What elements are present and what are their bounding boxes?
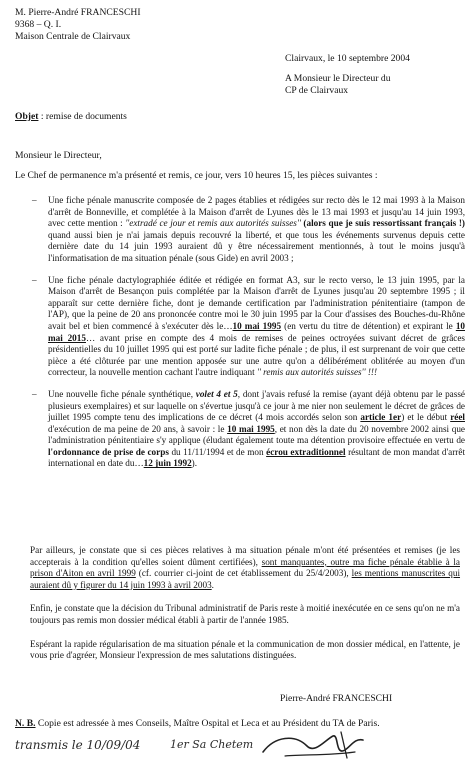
- sender-name: M. Pierre-André FRANCESCHI: [15, 7, 141, 18]
- handwritten-note: 1er Sa Chetem: [170, 738, 254, 751]
- subject-label: Objet: [15, 111, 39, 122]
- intro-paragraph: Le Chef de permanence m'a présenté et remis, ce jour, vers 10 heures 15, les pièces suivantes :: [15, 170, 378, 181]
- paragraph-medical-file: Enfin, je constate que la décision du Tribunal administratif de Paris reste à moitié inexécutée en ce sens qu'on ne m'a toujours pas remis mon dossier médical établi à partir de l'année 1985.: [30, 603, 460, 625]
- sender-institution: Maison Centrale de Clairvaux: [15, 31, 131, 42]
- dash-bullet: –: [32, 388, 37, 399]
- sender-block: [15, 7, 141, 43]
- date-line: Clairvaux, le 10 septembre 2004: [285, 53, 410, 64]
- dash-bullet: –: [32, 274, 37, 285]
- list-item-3: – Une nouvelle fiche pénale synthétique, volet 4 et 5, dont j'avais refusé la remise (ayant déjà obtenu par le passé plusieurs exemplaires) et sur laquelle on s'évertue jusqu'à ce jour à me nier non seulement le décret de grâces de juillet 1995 compte tenu des implications de ce décret (4 mois accordés selon son article 1er) et le début réel d'exécution de ma peine de 20 ans, à savoir : le 10 mai 1995, et non dès la date du 20 novembre 2002 ainsi que l'administration pénitentiaire s'y applique (éludant également toute ma détention provisoire effectuée en vertu de l'ordonnance de prise de corps du 11/11/1994 et de mon écrou extraditionnel résultant de mon mandat d'arrêt international en date du…12 juin 1992).: [32, 388, 465, 469]
- salutation: Monsieur le Directeur,: [15, 150, 102, 161]
- subject-line: [15, 111, 127, 122]
- list-item-1: – Une fiche pénale manuscrite composée de 2 pages établies et rédigées sur recto dès le 12 mai 1993 à la Maison d'arrêt de Bonneville, et complétée à la Maison d'arrêt de Lyunes dès le 13 mai 1993 et jusqu'au 14 juin 1993, avec cette mention : ''extradé ce jour et remis aux autorités suisses'' (alors que je suis ressortissant français !) quand aussi bien je n'ai jamais depuis recouvré la liberté, et que tous les événements survenus depuis cette dernière date du 14 juin 1993 auraient dû y être nécessairement mentionnés, à tout le moins jusqu'à l'informatisation de ma situation pénale (sous Gide) en avril 2003 ;: [32, 195, 465, 263]
- recipient-block: [285, 73, 391, 97]
- sender-number: 9368 – Q. I.: [15, 19, 62, 30]
- subject-text: : remise de documents: [38, 111, 127, 122]
- dash-bullet: –: [32, 195, 37, 205]
- nb-label: N. B.: [15, 718, 36, 729]
- closing-paragraphs: [30, 545, 460, 674]
- item-list: [15, 195, 465, 480]
- handwritten-transmission-note: transmis le 10/09/04: [15, 738, 141, 752]
- paragraph-missing-documents: Par ailleurs, je constate que si ces pièces relatives à ma situation pénale m'ont été présentées et remises (je les accepterais à la condition qu'elles soient dûment certifiées), sont manquantes, outre ma fiche pénale établie à la prison d'Aiton en avril 1999 (cf. courrier ci-joint de cet établissement du 25/4/2003), les mentions manuscrites qui auraient dû y figurer du 14 juin 1993 à avril 2003.: [30, 545, 461, 590]
- paragraph-closing: Espérant la rapide régularisation de ma situation pénale et la communication de mon dossier médical, en l'attente, je vous prie d'agréer, Monsieur l'expression de mes salutations distinguées.: [30, 638, 460, 661]
- signature-name: Pierre-André FRANCESCHI: [280, 693, 393, 704]
- recipient-line-2: CP de Clairvaux: [285, 85, 349, 96]
- handwritten-signature: [255, 726, 375, 764]
- recipient-line-1: A Monsieur le Directeur du: [285, 73, 391, 84]
- list-item-2: – Une fiche pénale dactylographiée éditée et rédigée en format A3, sur le recto verso, le 13 juin 1995, par la Maison d'arrêt de Besançon puis complétée par la Maison d'arrêt de Lyunes jusqu'au 20 septembre 1995 ; il apparaît sur cette dernière fiche, dont je demande certification par l'administration pénitentiaire (tampon de l'AP), que la peine de 20 ans prononcée contre moi le 30 juin 1995 par la Cour d'assises des Bouches-du-Rhône avait bel et bien commencé à s'exécuter dès le…10 mai 1995 (en vertu du titre de détention) et expirant le 10 mai 2015… avant prise en compte des 4 mois de remises de peines octroyées suivant décret de grâces présidentielles du 10 juillet 1995 qui est porté sur ladite fiche pénale ; de plus, il est surprenant de voir que cette pièce a été clôturée par une mention apposée sur une autre qu'on a délibérément oblitérée au moyen d'un correcteur, la nouvelle mention cachant l'autre indiquant '' remis aux autorités suisses'' !!!: [32, 274, 465, 378]
- nb-line: [15, 718, 470, 729]
- nb-text: Copie est adressée à mes Conseils, Maître Ospital et Leca et au Président du TA de Paris.: [35, 718, 380, 729]
